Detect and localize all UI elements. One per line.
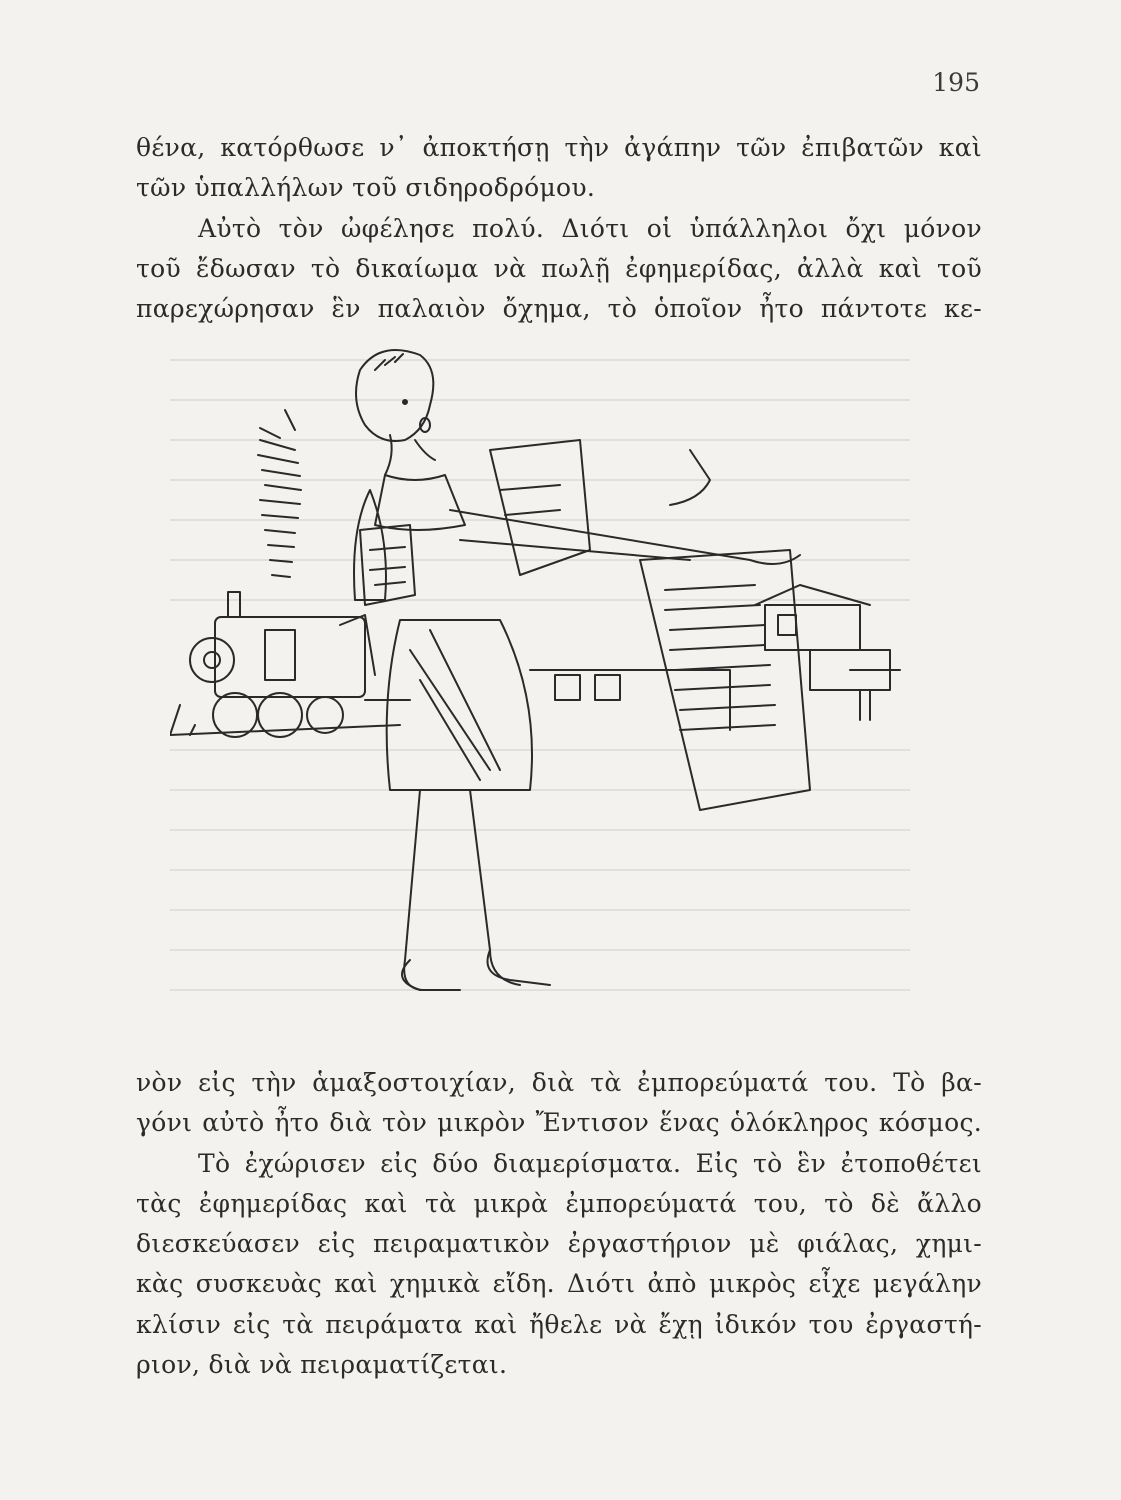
smoke-plume-icon xyxy=(258,410,301,577)
newspaper-icon xyxy=(360,440,810,810)
text-line: Αὐτὸ τὸν ὠφέλησε πολύ. Διότι οἱ ὑπάλληλοι ὄχι μόνον xyxy=(198,213,982,243)
newsboy-train-illustration-icon xyxy=(170,330,910,1050)
text-line: διεσκεύασεν εἰς πειραματικὸν ἐργαστήριον μὲ φιάλας, χημι- xyxy=(136,1229,982,1259)
text-line: κλίσιν εἰς τὰ πειράματα καὶ ἤθελε νὰ ἔχῃ ἰδικόν του ἐργαστή- xyxy=(136,1309,982,1339)
text-line: Τὸ ἐχώρισεν εἰς δύο διαμερίσματα. Εἰς τὸ ἓν ἐτοποθέτει xyxy=(198,1148,982,1178)
text-line: ριον, διὰ νὰ πειραματίζεται. xyxy=(136,1350,508,1380)
text-line: τῶν ὑπαλλήλων τοῦ σιδηροδρόμου. xyxy=(136,173,596,203)
paragraph-bottom xyxy=(136,1063,982,1385)
paragraph-top xyxy=(136,128,982,329)
text-line: νὸν εἰς τὴν ἁμαξοστοιχίαν, διὰ τὰ ἐμπορεύματά του. Τὸ βα- xyxy=(136,1068,982,1097)
bleed-through-lines xyxy=(170,360,910,990)
text-line: παρεχώρησαν ἓν παλαιὸν ὄχημα, τὸ ὁποῖον ἦτο πάντοτε κε- xyxy=(136,294,982,324)
text-line: κὰς συσκευὰς καὶ χημικὰ εἴδη. Διότι ἀπὸ μικρὸς εἶχε μεγάλην xyxy=(136,1269,982,1299)
text-line: θένα, κατόρθωσε ν᾿ ἀποκτήσῃ τὴν ἀγάπην τῶν ἐπιβατῶν καὶ xyxy=(136,133,982,162)
page-number: 195 xyxy=(932,68,980,97)
text-line: γόνι αὐτὸ ἦτο διὰ τὸν μικρὸν Ἔντισον ἕνας ὁλόκληρος κόσμος. xyxy=(136,1108,982,1138)
text-line: τοῦ ἔδωσαν τὸ δικαίωμα νὰ πωλῇ ἐφημερίδας, ἀλλὰ καὶ τοῦ xyxy=(136,253,982,283)
text-line: τὰς ἐφημερίδας καὶ τὰ μικρὰ ἐμπορεύματά του, τὸ δὲ ἄλλο xyxy=(136,1188,982,1218)
locomotive-icon xyxy=(170,592,410,737)
